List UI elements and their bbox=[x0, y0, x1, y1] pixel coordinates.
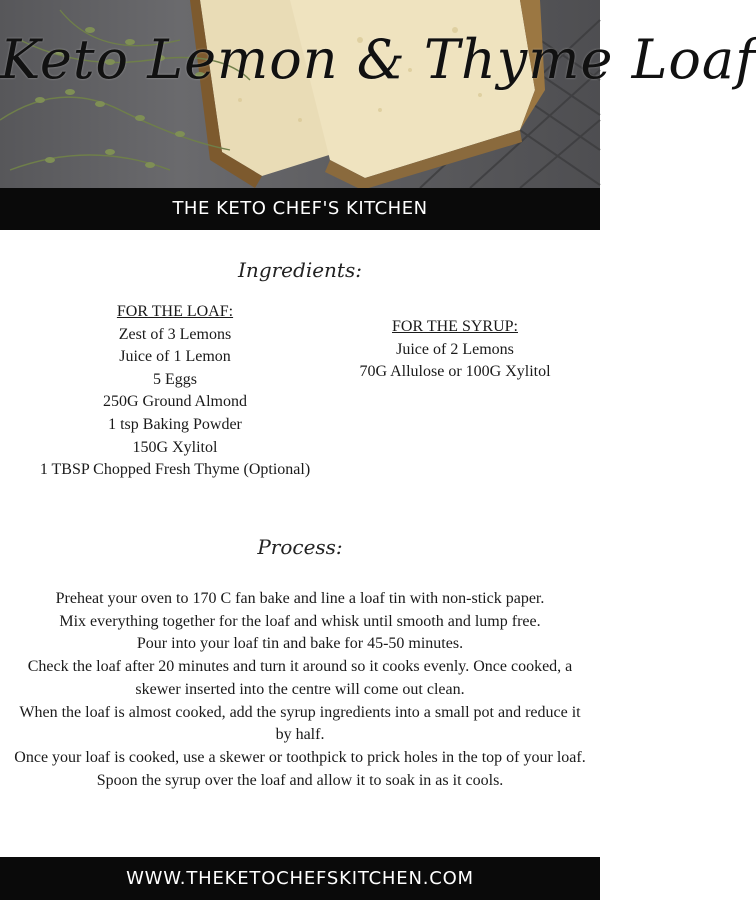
process-step: Mix everything together for the loaf and whisk until smooth and lump free. bbox=[59, 612, 541, 630]
ingredient-item: 250G Ground Almond bbox=[103, 393, 247, 411]
process-heading: Process: bbox=[257, 535, 343, 559]
syrup-ingredients-title: FOR THE SYRUP: bbox=[392, 318, 518, 335]
ingredient-item: Zest of 3 Lemons bbox=[118, 325, 232, 343]
loaf-ingredients-title: FOR THE LOAF: bbox=[116, 303, 234, 320]
process-step: Spoon the syrup over the loaf and allow it to soak in as it cools. bbox=[96, 771, 504, 789]
process-steps bbox=[10, 588, 590, 792]
website-footer: WWW.THEKETOCHEFSKITCHEN.COM bbox=[0, 857, 600, 900]
ingredient-item: Juice of 2 Lemons bbox=[396, 340, 514, 358]
brand-banner: THE KETO CHEF'S KITCHEN bbox=[0, 188, 600, 230]
process-step: Preheat your oven to 170 C fan bake and line a loaf tin with non-stick paper. bbox=[55, 590, 545, 607]
process-step: Pour into your loaf tin and bake for 45-50 minutes. bbox=[136, 635, 464, 653]
recipe-title: Keto Lemon & Thyme Loaf bbox=[0, 28, 756, 91]
ingredient-item: Juice of 1 Lemon bbox=[119, 348, 231, 366]
ingredient-item: 150G Xylitol bbox=[132, 438, 218, 456]
ingredient-item: 1 TBSP Chopped Fresh Thyme (Optional) bbox=[39, 461, 311, 479]
ingredients-heading: Ingredients: bbox=[238, 258, 362, 282]
ingredient-item: 70G Allulose or 100G Xylitol bbox=[359, 363, 551, 381]
hero-photo bbox=[0, 0, 756, 188]
loaf-ingredients bbox=[10, 301, 340, 482]
process-step: Check the loaf after 20 minutes and turn it around so it cooks evenly. Once cooked, a skewer inserted into the centre will come out clean. bbox=[27, 658, 573, 698]
process-step: Once your loaf is cooked, use a skewer or toothpick to prick holes in the top of your loaf. bbox=[14, 748, 586, 766]
syrup-ingredients bbox=[330, 316, 580, 384]
ingredient-item: 5 Eggs bbox=[153, 370, 197, 388]
process-step: When the loaf is almost cooked, add the syrup ingredients into a small pot and reduce it by half. bbox=[19, 703, 581, 744]
ingredient-item: 1 tsp Baking Powder bbox=[108, 415, 242, 433]
